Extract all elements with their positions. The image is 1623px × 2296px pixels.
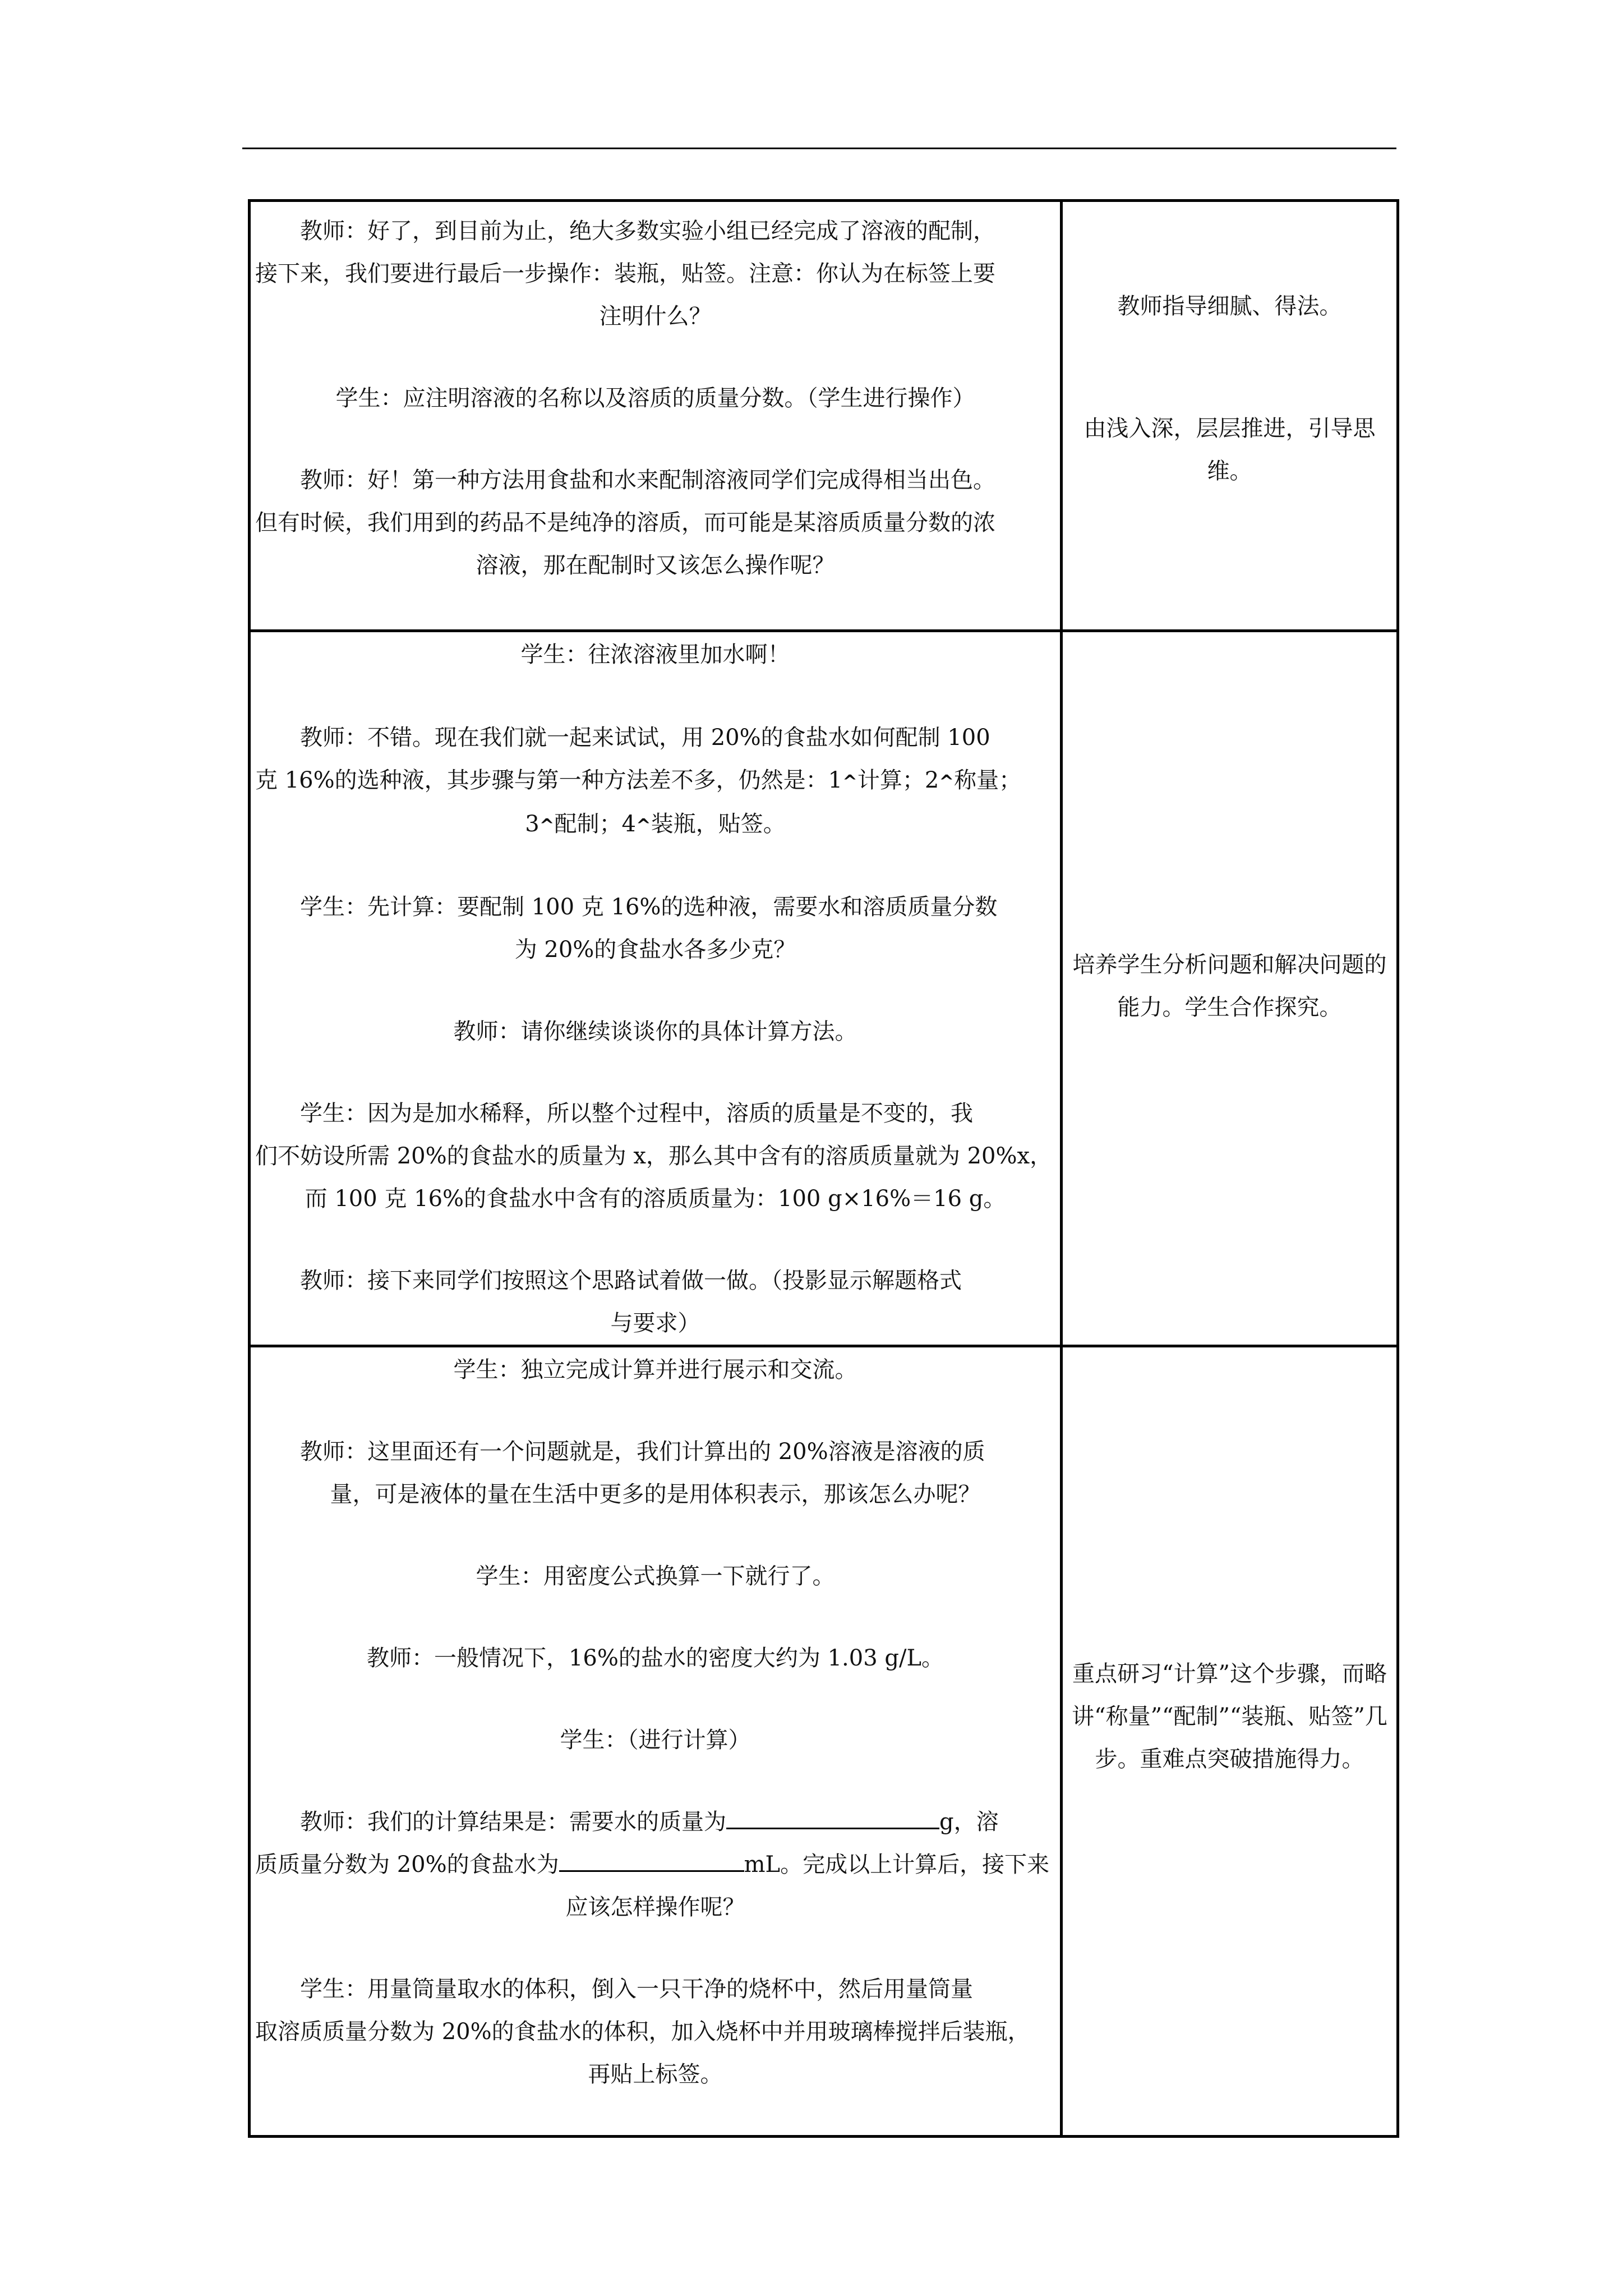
dialogue-paragraph (255, 1637, 1055, 1680)
dialogue-text: g，溶 (939, 1809, 999, 1835)
dialogue-text: 配制；4 (554, 811, 636, 837)
teaching-note: 培养学生分析问题和解决问题的能力。学生合作探究。 (1072, 952, 1387, 1020)
dialogue-paragraph (255, 459, 1055, 587)
dialogue-text: 学生：因为是加水稀释，所以整个过程中，溶质的质量是不变的，我 (300, 1101, 973, 1126)
dialogue-paragraph (255, 886, 1055, 971)
dialogue-text: 学生：独立完成计算并进行展示和交流。 (453, 1357, 857, 1383)
table-row (250, 631, 1398, 1346)
dialogue-paragraph (255, 210, 1055, 338)
dialogue-text: 教师：接下来同学们按照这个思路试着做一做。（投影显示解题格式 (300, 1268, 962, 1294)
table-row (250, 201, 1398, 631)
caret-mark: ^ (939, 771, 955, 792)
dialogue-text: 而 100 克 16%的食盐水中含有的溶质质量为：100 g×16%＝16 g。 (305, 1186, 1006, 1212)
dialogue-text: 与要求） (610, 1310, 700, 1336)
dialogue-text: 教师：我们的计算结果是：需要水的质量为 (300, 1809, 726, 1835)
dialogue-cell (250, 1346, 1062, 2137)
dialogue-text: 注明什么？ (599, 303, 712, 329)
dialogue-text: 教师：好！第一种方法用食盐和水来配制溶液同学们完成得相当出色。 (300, 467, 995, 493)
dialogue-cell (250, 631, 1062, 1346)
dialogue-paragraph (255, 1010, 1055, 1053)
dialogue-line (255, 759, 1055, 803)
dialogue-text: 为 20%的食盐水各多少克？ (514, 937, 796, 963)
caret-mark: ^ (842, 771, 857, 792)
header-rule (242, 148, 1396, 149)
teaching-note: 重点研习“计算”这个步骤，而略讲“称量”“配制”“装瓶、贴签”几步。重难点突破措施得力。 (1072, 1661, 1387, 1772)
dialogue-text: 教师：好了，到目前为止，绝大多数实验小组已经完成了溶液的配制， (300, 218, 995, 244)
dialogue-paragraph (255, 1801, 1055, 1929)
dialogue-paragraph (255, 1430, 1055, 1516)
dialogue-text: mL。完成以上计算后，接下来 (744, 1852, 1050, 1878)
dialogue-text: 应该怎样操作呢？ (565, 1894, 745, 1920)
dialogue-line (255, 803, 1055, 846)
dialogue-text: 称量； (954, 767, 1022, 793)
dialogue-text: 质质量分数为 20%的食盐水为 (255, 1852, 559, 1878)
caret-mark: ^ (635, 815, 651, 836)
dialogue-paragraph (255, 377, 1055, 420)
teaching-note: 教师指导细腻、得法。 (1117, 293, 1342, 319)
dialogue-text: 计算；2 (857, 767, 939, 793)
dialogue-text: 再贴上标签。 (588, 2062, 723, 2087)
dialogue-cell (250, 201, 1062, 631)
dialogue-text: 教师：不错。现在我们就一起来试试，用 20%的食盐水如何配制 100 (300, 725, 990, 751)
dialogue-text: 学生：用密度公式换算一下就行了。 (476, 1563, 835, 1589)
dialogue-paragraph (255, 1349, 1055, 1391)
dialogue-text: 接下来，我们要进行最后一步操作：装瓶，贴签。注意：你认为在标签上要 (255, 261, 995, 287)
dialogue-paragraph (255, 1555, 1055, 1598)
dialogue-paragraph (255, 1968, 1055, 2096)
dialogue-text: 学生：应注明溶液的名称以及溶质的质量分数。（学生进行操作） (335, 385, 975, 411)
table-row (250, 1346, 1398, 2137)
dialogue-text: 学生：（进行计算） (560, 1727, 751, 1753)
answer-blank[interactable] (559, 1848, 744, 1872)
dialogue-paragraph (255, 1092, 1055, 1220)
dialogue-text: 溶液，那在配制时又该怎么操作呢？ (476, 553, 835, 578)
lesson-table (248, 199, 1399, 2138)
dialogue-paragraph (255, 633, 1055, 676)
dialogue-text: 们不妨设所需 20%的食盐水的质量为 x，那么其中含有的溶质质量就为 20%x， (255, 1143, 1053, 1169)
caret-mark: ^ (539, 815, 555, 836)
note-cell (1062, 1346, 1398, 2137)
dialogue-text: 学生：往浓溶液里加水啊！ (520, 642, 790, 668)
answer-blank[interactable] (726, 1805, 939, 1829)
dialogue-paragraph (255, 716, 1055, 846)
dialogue-text: 克 16%的选种液，其步骤与第一种方法差不多，仍然是：1 (255, 767, 843, 793)
dialogue-text: 量，可是液体的量在生活中更多的是用体积表示，那该怎么办呢？ (330, 1481, 981, 1507)
dialogue-text: 教师：这里面还有一个问题就是，我们计算出的 20%溶液是溶液的质 (300, 1439, 985, 1465)
dialogue-text: 教师：请你继续谈谈你的具体计算方法。 (453, 1019, 857, 1045)
dialogue-text: 装瓶，贴签。 (651, 811, 786, 837)
dialogue-paragraph (255, 1259, 1055, 1345)
note-cell (1062, 201, 1398, 631)
note-cell (1062, 631, 1398, 1346)
dialogue-text: 但有时候，我们用到的药品不是纯净的溶质，而可能是某溶质质量分数的浓 (255, 510, 995, 536)
dialogue-text: 学生：先计算：要配制 100 克 16%的选种液，需要水和溶质质量分数 (300, 894, 998, 920)
teaching-note: 由浅入深，层层推进，引导思维。 (1083, 416, 1376, 484)
dialogue-text: 取溶质质量分数为 20%的食盐水的体积，加入烧杯中并用玻璃棒搅拌后装瓶， (255, 2019, 1030, 2045)
dialogue-text: 教师：一般情况下，16%的盐水的密度大约为 1.03 g/L。 (366, 1645, 944, 1671)
dialogue-line (255, 1843, 1055, 1886)
dialogue-text: 学生：用量筒量取水的体积，倒入一只干净的烧杯中，然后用量筒量 (300, 1976, 973, 2002)
dialogue-paragraph (255, 1719, 1055, 1761)
dialogue-text: 3 (525, 811, 540, 837)
